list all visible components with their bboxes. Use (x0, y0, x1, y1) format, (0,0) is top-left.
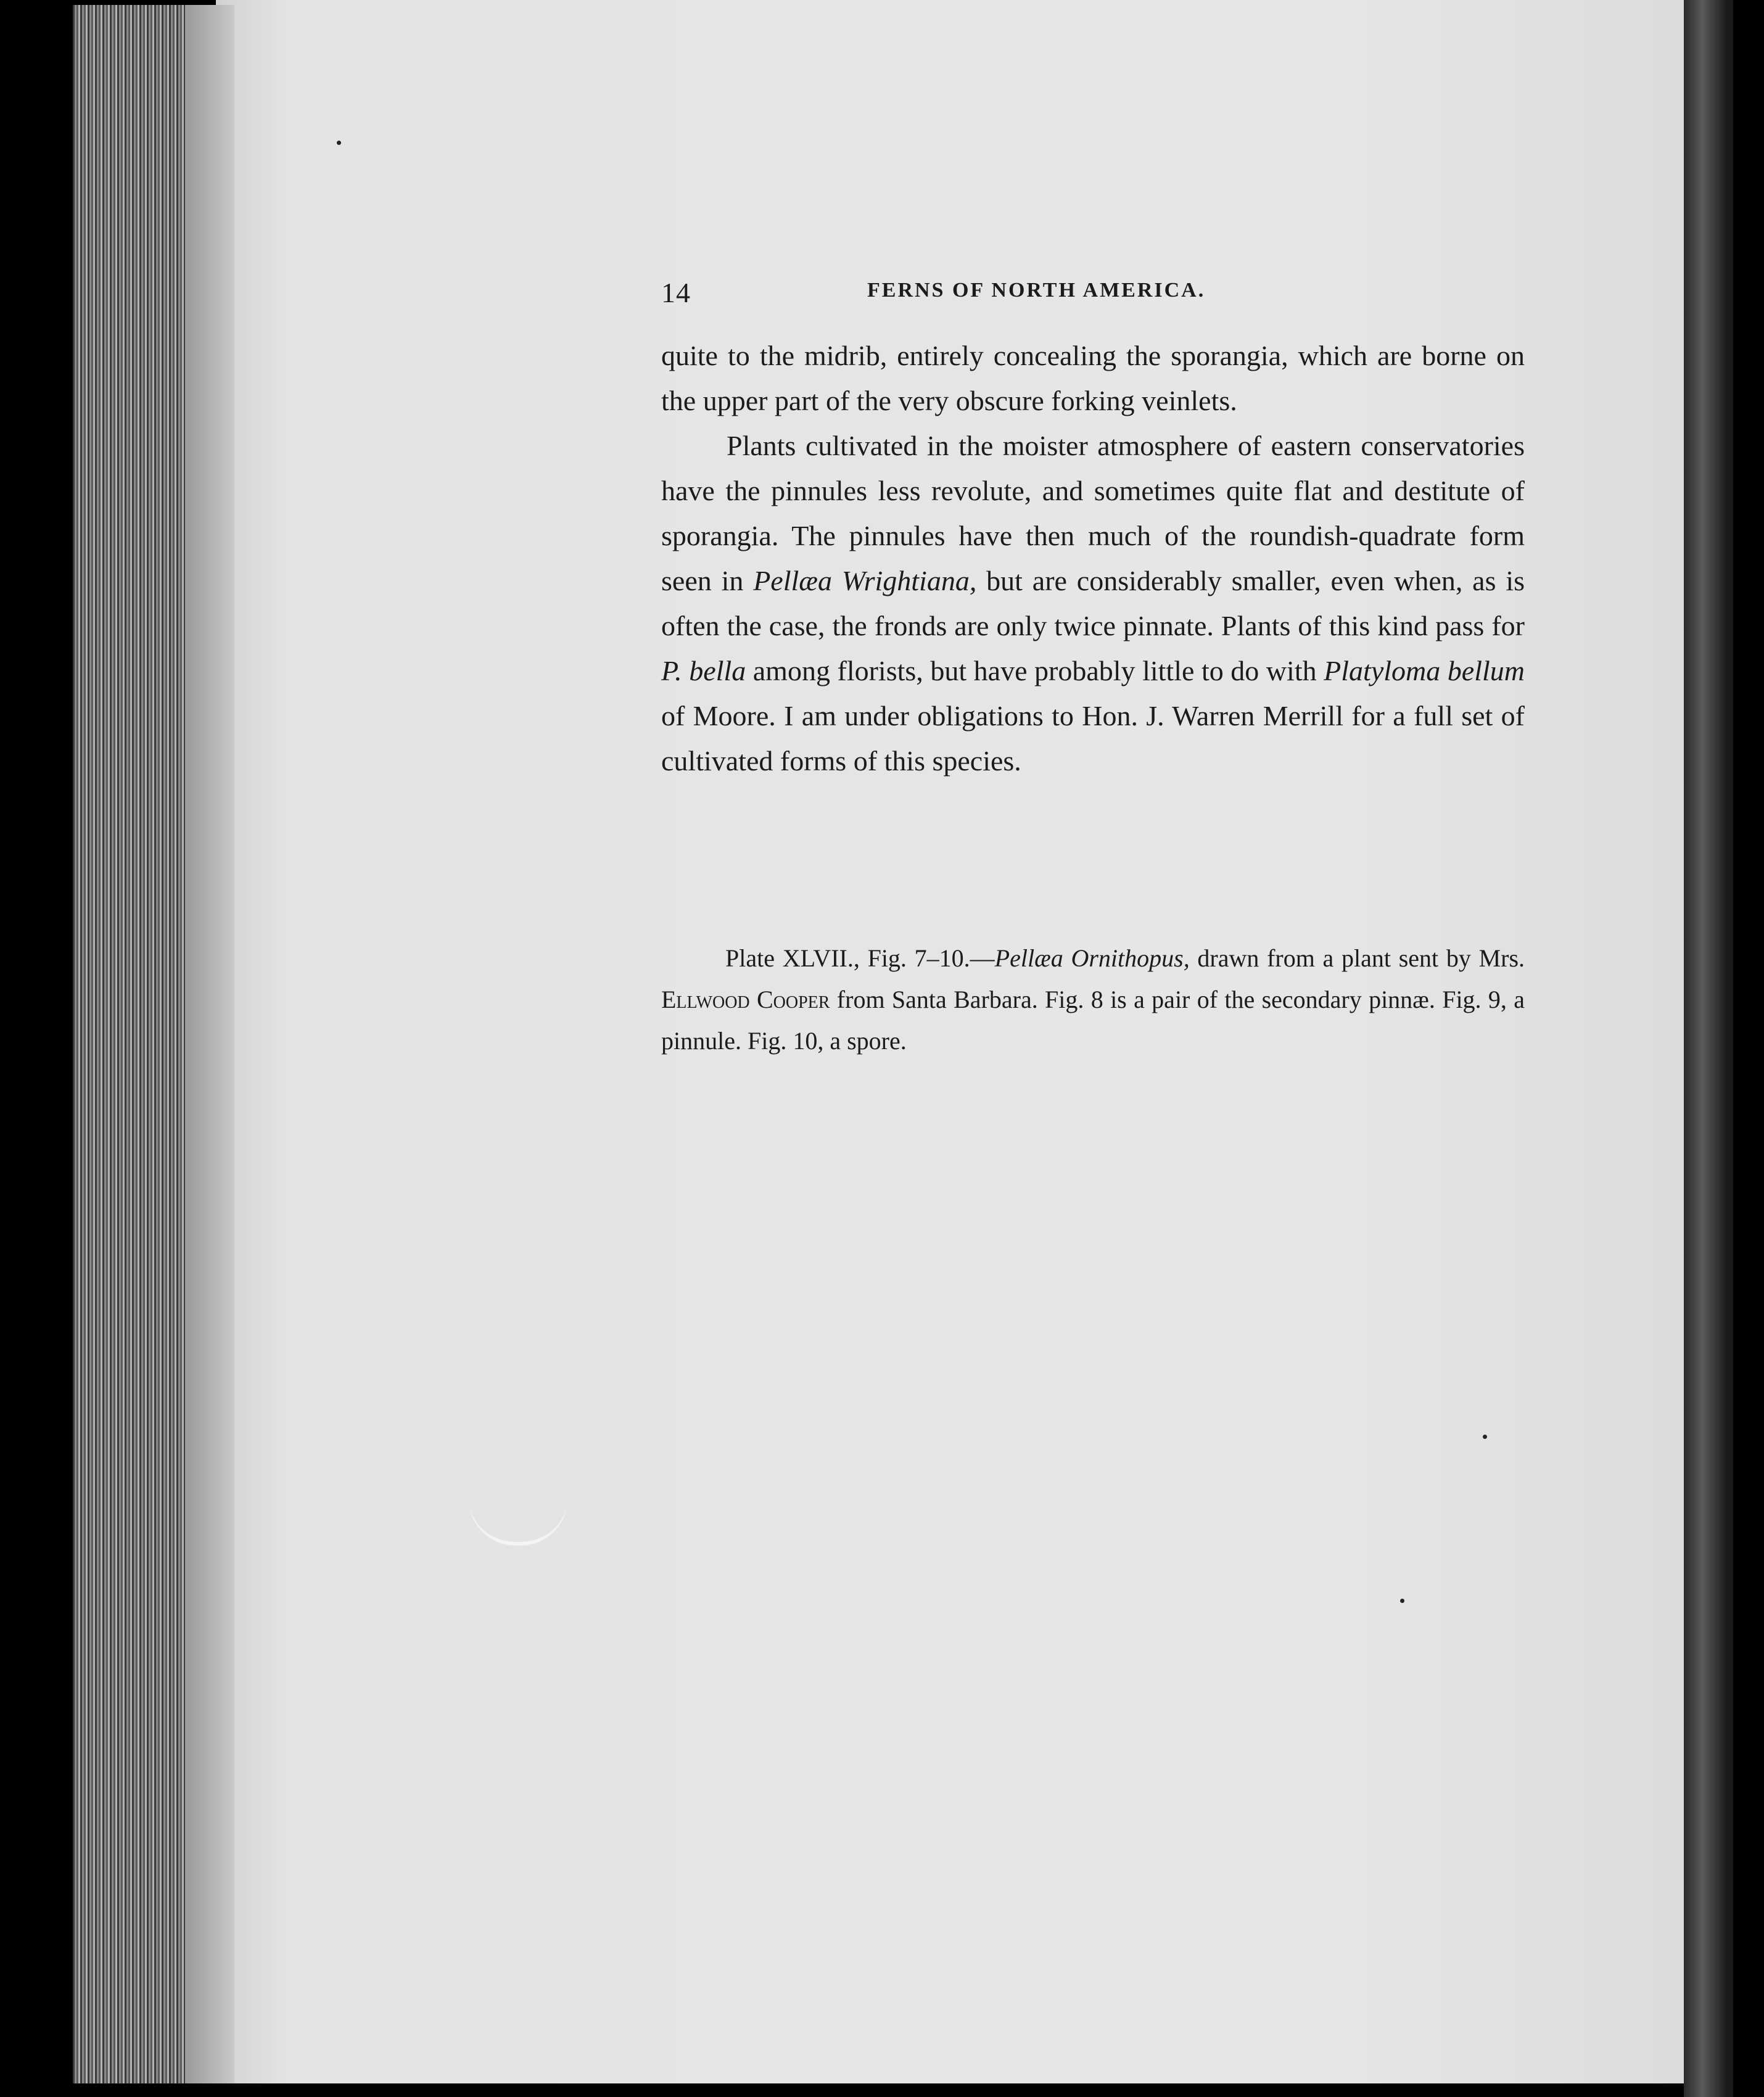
plate-caption (661, 937, 1525, 1061)
caption-text-c: from Santa Barbara. Fig. 8 is a pair of the secondary pinnæ. Fig. 9, a pinnule. Fig. 10, a spore. (661, 986, 1525, 1055)
paragraph-2-text-d: of Moore. I am under obligations to Hon. J. Warren Merrill for a full set of cultivated forms of this species. (661, 700, 1525, 777)
page-number: 14 (661, 277, 691, 308)
caption-species-name: Pellæa Ornithopus, (994, 944, 1190, 972)
species-name-platyloma: Platyloma bellum (1324, 655, 1525, 686)
scan-speck (337, 141, 341, 145)
paragraph-1 (661, 333, 1525, 423)
right-page-edge (1684, 0, 1733, 2097)
caption-text-a: Plate XLVII., Fig. 7–10.— (725, 944, 995, 972)
paragraph-2-text-b: but are considerably smaller, even when, as is often the case, the fronds are only twice pinnate. Plants of this kind pass for (661, 565, 1525, 641)
body-text (661, 333, 1525, 783)
paragraph-2 (661, 423, 1525, 783)
running-head (661, 276, 1525, 319)
scan-speck (1400, 1599, 1404, 1603)
caption-text-b: drawn from a plant sent by Mrs. (1189, 944, 1525, 972)
paragraph-2-text-a: Plants cultivated in the moister atmosphere of eastern conservatories have the pinnules less revolute, and sometimes quite flat and destitute of sporangia. The pinnules have then much of the roundish-quadrate form seen in (661, 430, 1525, 596)
paragraph-1-text: quite to the midrib, entirely concealing the sporangia, which are borne on the upper part of the very obscure forking veinlets. (661, 340, 1525, 416)
caption-person-name: Ellwood Cooper (661, 986, 830, 1013)
paragraph-2-text-c: among florists, but have probably little to do with (746, 655, 1324, 686)
running-title: FERNS OF NORTH AMERICA. (867, 279, 1206, 302)
page-gutter-shadow (185, 5, 234, 2083)
species-name-bella: P. bella (661, 655, 746, 686)
species-name-wrightiana: Pellæa Wrightiana, (753, 565, 977, 596)
scan-speck (1483, 1435, 1487, 1439)
